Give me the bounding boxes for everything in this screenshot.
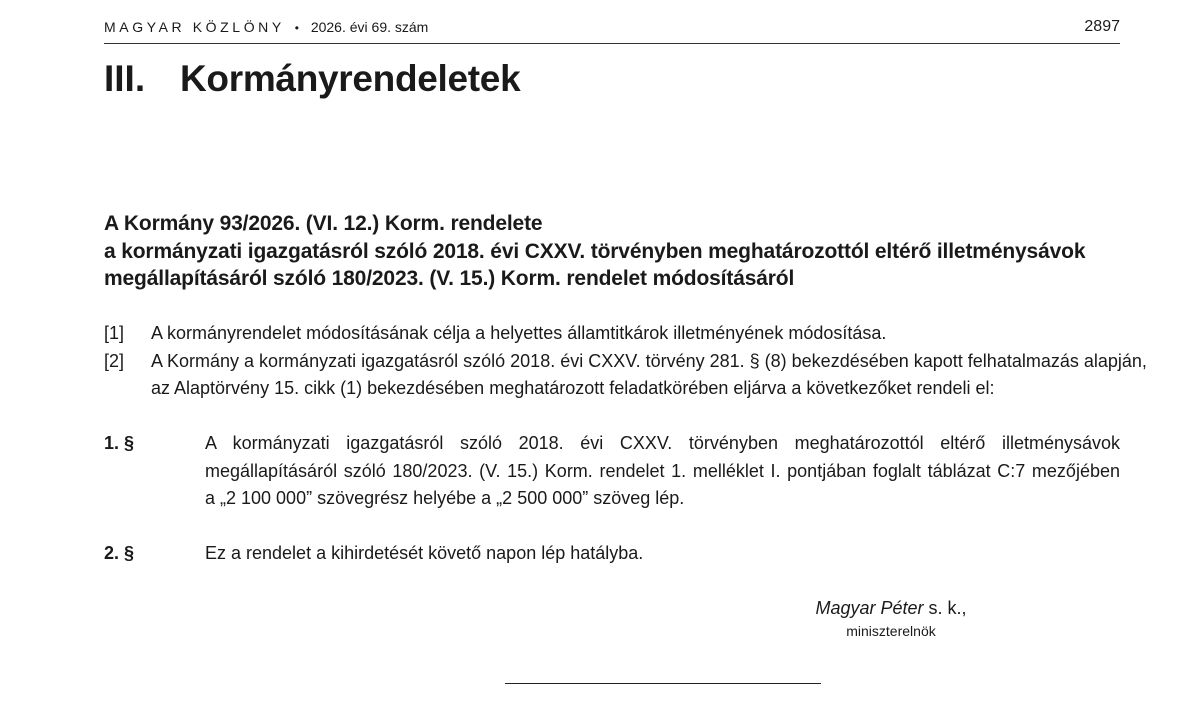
chapter-title: Kormányrendeletek: [180, 58, 521, 99]
preamble-line: A Kormány a kormányzati igazgatásról szóló 2018. évi CXXV. törvény 281. § (8) bekezdésében kapott felhatalmazás alapján,: [151, 350, 1147, 371]
signatory-suffix: s. k.,: [923, 598, 967, 618]
preamble: [104, 320, 1147, 403]
header-separator: •: [294, 21, 299, 35]
section-line: Ez a rendelet a kihirdetését követő napon lép hatályba.: [205, 542, 644, 563]
preamble-text: [151, 320, 1120, 348]
section-line: megállapításáról szóló 180/2023. (V. 15.) Korm. rendelet 1. melléklet I. pontjában foglalt táblázat C:7 mezőjében: [205, 460, 1120, 481]
decree-title-line: megállapításáról szóló 180/2023. (V. 15.) Korm. rendelet módosításáról: [104, 267, 795, 290]
decree-title-line: A Kormány 93/2026. (VI. 12.) Korm. rendelete: [104, 212, 543, 235]
preamble-text: [151, 348, 1147, 403]
decree-title-line: a kormányzati igazgatásról szóló 2018. évi CXXV. törvényben meghatározottól eltérő illetménysávok: [104, 239, 1086, 263]
signatory-name: Magyar Péter: [815, 598, 924, 618]
signatory: [760, 596, 1022, 620]
preamble-number: [2]: [104, 350, 125, 371]
preamble-item: [104, 320, 1120, 348]
issue-number: 2026. évi 69. szám: [310, 19, 429, 35]
section-text: [205, 430, 1120, 513]
preamble-line: A kormányrendelet módosításának célja a helyettes államtitkárok illetményének módosítása.: [151, 323, 887, 343]
section-number: 1. §: [104, 433, 135, 453]
section-2: [104, 540, 1120, 568]
section-1: [104, 430, 1120, 513]
signature-block: [760, 596, 1022, 641]
preamble-item: [104, 348, 1147, 403]
decree-sections: [104, 430, 1120, 567]
section-line: a „2 100 000” szövegrész helyébe a „2 500 000” szöveg lép.: [205, 488, 685, 508]
chapter-number: III.: [104, 58, 146, 99]
journal-name: MAGYAR KÖZLÖNY: [104, 19, 285, 35]
section-line: A kormányzati igazgatásról szóló 2018. évi CXXV. törvényben meghatározottól eltérő illetménysávok: [205, 433, 1120, 453]
closing-divider: [505, 683, 821, 684]
decree-title: [104, 210, 1120, 293]
page-number: 2897: [1084, 18, 1120, 35]
section-text: [205, 540, 1120, 568]
preamble-line: az Alaptörvény 15. cikk (1) bekezdésében meghatározott feladatkörében eljárva a következőket rendeli el:: [151, 378, 995, 398]
page-header: [104, 16, 1120, 44]
section-number: 2. §: [104, 542, 135, 563]
preamble-number: [1]: [104, 323, 125, 343]
header-left: [104, 19, 428, 35]
signatory-role: miniszterelnök: [846, 623, 936, 639]
